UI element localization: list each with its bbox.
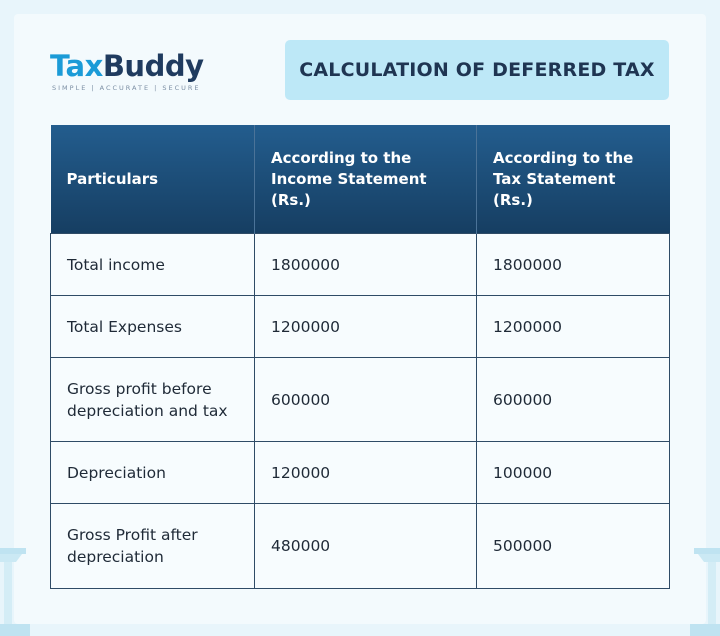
cell-income-statement: 480000 bbox=[255, 504, 477, 589]
cell-tax-statement: 500000 bbox=[477, 504, 670, 589]
cell-line: Gross Profit after bbox=[67, 526, 198, 544]
cell-tax-statement: 100000 bbox=[477, 442, 670, 504]
header-line: (Rs.) bbox=[493, 190, 533, 209]
logo-tagline: SIMPLE | ACCURATE | SECURE bbox=[52, 84, 201, 92]
taxbuddy-logo bbox=[50, 50, 204, 92]
cell-particular bbox=[51, 504, 255, 589]
table-row bbox=[51, 234, 670, 296]
decorative-pillar-right bbox=[680, 536, 720, 636]
cell-tax-statement: 1800000 bbox=[477, 234, 670, 296]
deferred-tax-table bbox=[50, 125, 670, 589]
cell-particular bbox=[51, 358, 255, 442]
cell-line: Depreciation bbox=[67, 463, 166, 482]
logo-word-buddy: Buddy bbox=[102, 49, 204, 83]
header-line: (Rs.) bbox=[271, 190, 311, 209]
column-header-income-statement bbox=[255, 125, 477, 234]
cell-income-statement: 600000 bbox=[255, 358, 477, 442]
page-title: CALCULATION OF DEFERRED TAX bbox=[299, 59, 655, 81]
cell-line: depreciation and tax bbox=[67, 401, 228, 420]
header-line: Particulars bbox=[66, 169, 159, 188]
table-row bbox=[51, 358, 670, 442]
table-row bbox=[51, 504, 670, 589]
table-header-row bbox=[51, 125, 670, 234]
cell-income-statement: 1800000 bbox=[255, 234, 477, 296]
cell-particular bbox=[51, 234, 255, 296]
column-header-particulars bbox=[51, 125, 255, 234]
cell-line: Gross profit before bbox=[67, 379, 212, 398]
cell-particular bbox=[51, 296, 255, 358]
table-row bbox=[51, 296, 670, 358]
column-header-tax-statement bbox=[477, 125, 670, 234]
title-banner bbox=[285, 40, 669, 100]
header-line: Tax Statement bbox=[493, 169, 616, 188]
decorative-pillar-left bbox=[0, 536, 40, 636]
cell-income-statement: 1200000 bbox=[255, 296, 477, 358]
logo-wordmark bbox=[50, 50, 204, 82]
cell-line: depreciation bbox=[67, 548, 164, 566]
table-row bbox=[51, 442, 670, 504]
cell-income-statement: 120000 bbox=[255, 442, 477, 504]
logo-word-tax: Tax bbox=[50, 49, 103, 83]
header-line: Income Statement bbox=[271, 169, 427, 188]
cell-line: Total Expenses bbox=[67, 317, 182, 336]
header-line: According to the bbox=[271, 148, 412, 167]
cell-line: Total income bbox=[67, 255, 165, 274]
cell-tax-statement: 1200000 bbox=[477, 296, 670, 358]
cell-tax-statement: 600000 bbox=[477, 358, 670, 442]
cell-particular bbox=[51, 442, 255, 504]
header-line: According to the bbox=[493, 148, 634, 167]
